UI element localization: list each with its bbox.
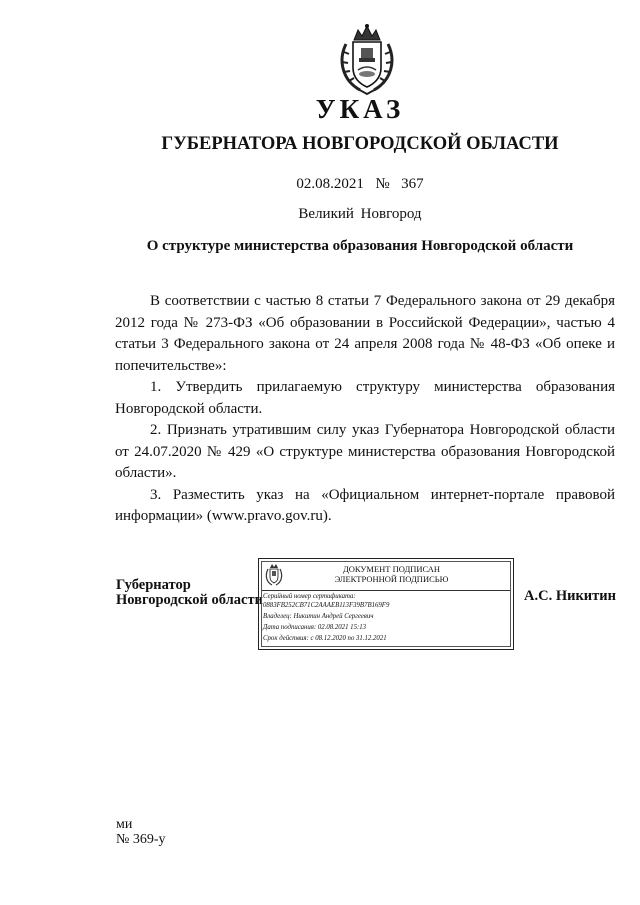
electronic-signature-stamp [258,558,514,650]
stamp-cert-number: 0883FB252CB71C2AAAEB113F39B7B169F9 [263,602,390,609]
date-number-line [0,176,640,193]
footer-initials: ми [116,817,133,832]
stamp-owner: Владелец: Никитин Андрей Сергеевич [263,613,374,620]
stamp-divider [262,590,510,591]
coat-of-arms-emblem [336,22,398,96]
document-subject: О структуре министерства образования Новгородской области [146,238,574,254]
signatory-position-line1: Губернатор [116,577,191,593]
stamp-emblem-icon [265,563,283,587]
document-city: Великий Новгород [298,206,422,222]
body-paragraph-item-1: 1. Утвердить прилагаемую структуру министерства образования Новгородской области. [115,379,615,417]
stamp-validity: Срок действия: с 08.12.2020 по 31.12.2021 [263,635,387,642]
stamp-header-line1: ДОКУМЕНТ ПОДПИСАН [342,564,441,574]
footer-ref-number: № 369-у [116,832,166,847]
body-paragraph-item-3: 3. Разместить указ на «Официальном интернет-портале правовой информации» (www.pravo.gov.ru). [115,486,615,524]
document-number: 367 [401,176,424,192]
stamp-signed-date: Дата подписания: 02.08.2021 15:13 [263,624,367,631]
number-label: № [375,176,390,192]
body-paragraph-item-2: 2. Признать утратившим силу указ Губернатора Новгородской области от 24.07.2020 № 429 «О структуре министерства образования Новгородской области». [115,422,615,481]
body-paragraph-preamble: В соответствии с частью 8 статьи 7 Федерального закона от 29 декабря 2012 года № 273-ФЗ «Об образовании в Российской Федерации», частью 4 статьи 3 Федерального закона от 24 апреля 2008 года № 48-ФЗ «Об опеке и попечительстве»: [115,293,615,374]
signatory-position [116,578,263,608]
document-title: УКАЗ [315,94,405,124]
footer-reference [116,817,166,847]
stamp-header-line2: ЭЛЕКТРОННОЙ ПОДПИСЬЮ [334,574,449,584]
signatory-position-line2: Новгородской области [116,592,263,608]
document-issuer: ГУБЕРНАТОРА НОВГОРОДСКОЙ ОБЛАСТИ [161,134,559,154]
document-date: 02.08.2021 [296,176,364,192]
document-body [115,291,615,528]
stamp-cert-label: Серийный номер сертификата: [263,593,356,600]
stamp-header [299,564,484,584]
signatory-name: А.С. Никитин [524,588,616,604]
